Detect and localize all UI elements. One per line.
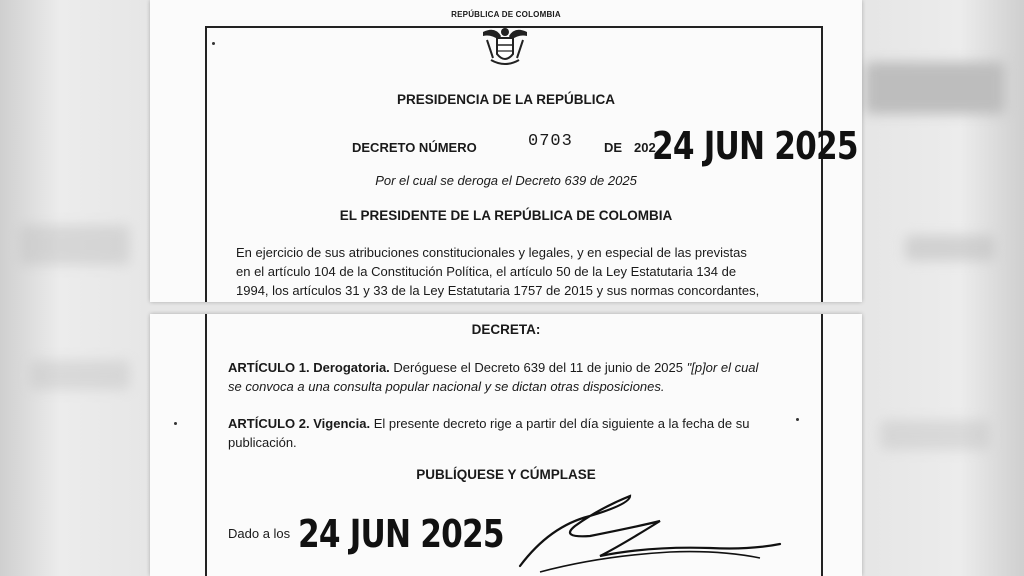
background-blur-block bbox=[905, 235, 995, 261]
de-label: DE bbox=[604, 140, 623, 155]
given-date-stamp: 24 JUN 2025 bbox=[298, 512, 504, 556]
date-stamp: 24 JUN 2025 bbox=[652, 124, 858, 168]
article-1-label: ARTÍCULO 1. Derogatoria. bbox=[228, 360, 390, 375]
article-1-line-2: se convoca a una consulta popular nacional y se dictan otras disposiciones. bbox=[228, 379, 665, 394]
document-page-top bbox=[150, 0, 862, 302]
decree-number-label: DECRETO NÚMERO bbox=[352, 140, 477, 155]
signature bbox=[480, 486, 800, 576]
background-blur-block bbox=[880, 420, 990, 450]
preamble-line: En ejercicio de sus atribuciones constitucionales y legales, y en especial de las previstas bbox=[236, 245, 747, 260]
decree-number: 0703 bbox=[528, 132, 573, 151]
scan-speck bbox=[212, 42, 215, 45]
coat-of-arms-icon bbox=[477, 22, 533, 70]
given-label: Dado a los bbox=[228, 526, 291, 541]
article-2-label: ARTÍCULO 2. Vigencia. bbox=[228, 416, 371, 431]
authority-title: EL PRESIDENTE DE LA REPÚBLICA DE COLOMBIA bbox=[339, 208, 673, 223]
preamble-line: 1994, los artículos 31 y 33 de la Ley Estatutaria 1757 de 2015 y sus normas concordantes, bbox=[236, 283, 760, 298]
scan-speck bbox=[174, 422, 177, 425]
background-blur-block bbox=[865, 62, 1005, 114]
preamble-line: en el artículo 104 de la Constitución Política, el artículo 50 de la Ley Estatutaria 134 de bbox=[236, 264, 737, 279]
document-page-bottom bbox=[150, 314, 862, 576]
article-2-text: El presente decreto rige a partir del día siguiente a la fecha de su bbox=[370, 416, 750, 431]
decreta-heading: DECRETA: bbox=[471, 322, 541, 337]
country-header: REPÚBLICA DE COLOMBIA bbox=[451, 10, 561, 19]
closing-formula: PUBLÍQUESE Y CÚMPLASE bbox=[416, 467, 596, 482]
article-2-line-2: publicación. bbox=[228, 435, 297, 450]
background-blur-block bbox=[20, 225, 130, 265]
article-1-line-1 bbox=[228, 358, 758, 377]
article-2-line-1 bbox=[228, 414, 749, 433]
decree-subtitle: Por el cual se deroga el Decreto 639 de 2025 bbox=[375, 173, 637, 188]
issuer-title: PRESIDENCIA DE LA REPÚBLICA bbox=[396, 92, 616, 107]
scan-speck bbox=[796, 418, 799, 421]
article-1-quote: "[p]or el cual bbox=[686, 360, 759, 375]
article-1-text: Deróguese el Decreto 639 del 11 de junio de 2025 bbox=[389, 360, 687, 375]
year-partial: 202 bbox=[634, 140, 656, 155]
background-blur-block bbox=[30, 360, 130, 390]
